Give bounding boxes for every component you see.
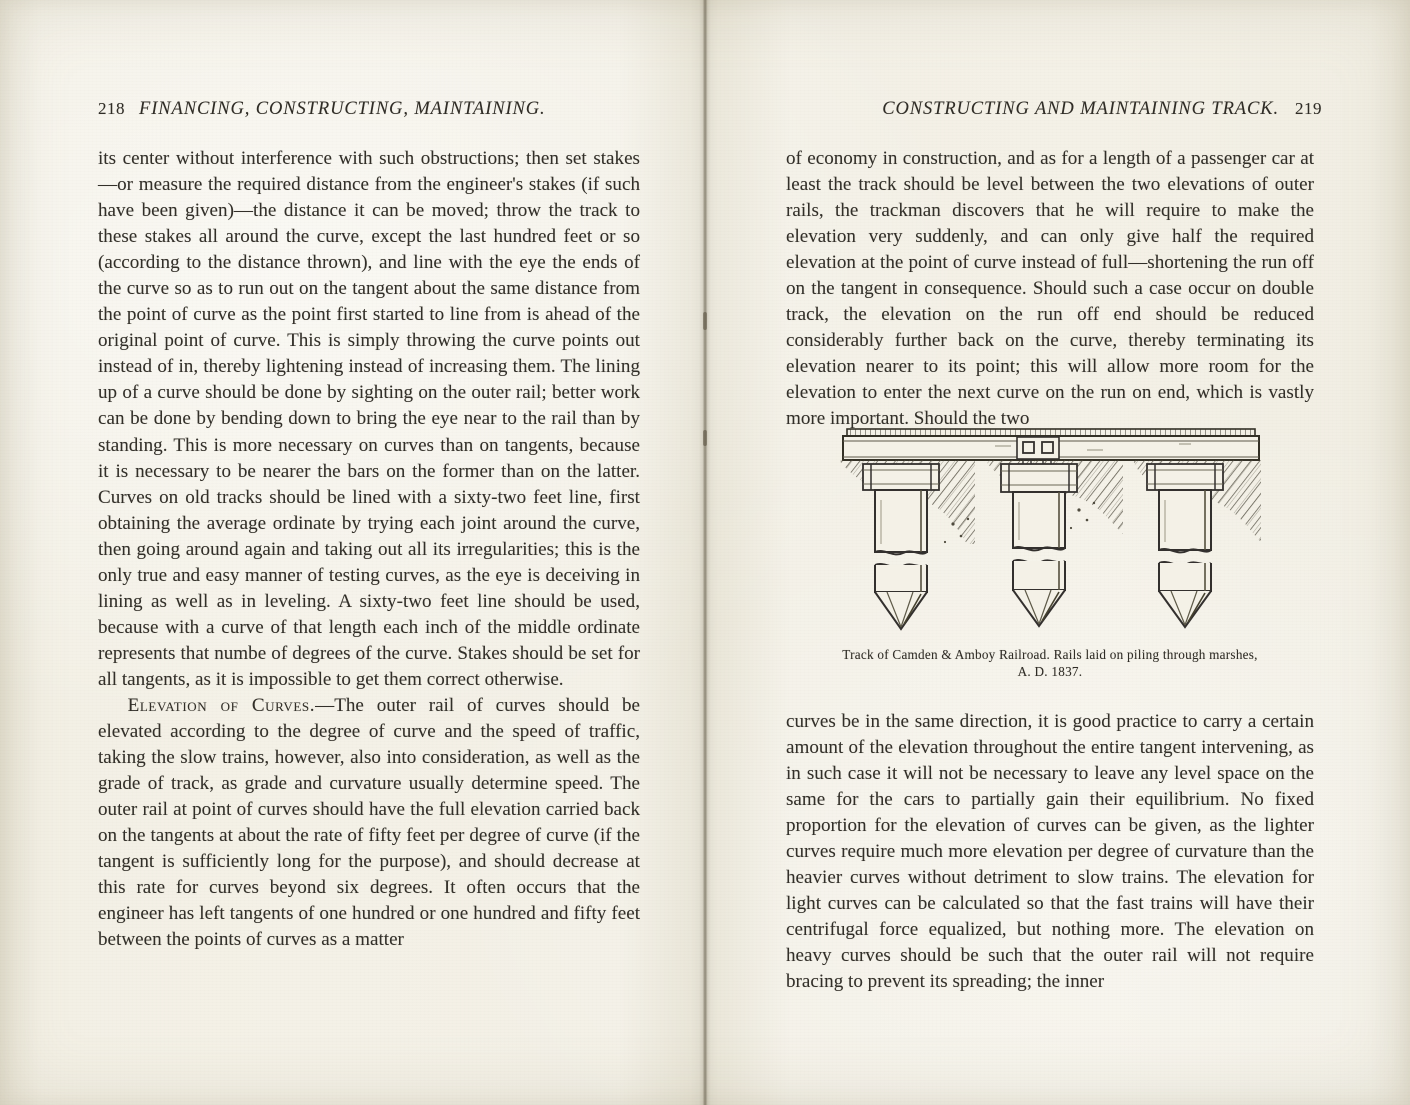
left-page-text-column <box>98 146 640 953</box>
paragraph: its center without interference with such obstructions; then set stakes—or measure the required distance from the engineer's stakes (if such have been given)—the distance it can be moved; throw the track to these stakes all around the curve, except the last hundred feet or so (according to the distance thrown), and line with the eye the ends of the curve so as to run out on the tangent about the same distance from the point of curve as the point first started to line from is ahead of the original point of curve. This is simply throwing the curve points out instead of in, thereby lightening instead of increasing them. The lining up of a curve should be done by sighting on the outer rail; better work can be done by bending down to bring the eye near to the rail than by standing. This is more necessary on curves than on tangents, because it is necessary to be nearer the bars on the former than on the latter. Curves on old tracks should be lined with a sixty-two feet line, first obtaining the average ordinate by trying each joint around the curve, then going around again and taking out all its irregularities; this is the only true and easy manner of testing curves, as the eye is deceiving in lining as well as in leveling. A sixty-two feet line should be used, because with a curve of that length each inch of the middle ordinate represents that numbe of degrees of the curve. Stakes should be set for all tangents, as it is impossible to get them correct otherwise. <box>98 148 640 690</box>
section-heading: Elevation of Curves. <box>127 694 316 716</box>
section-body-text: —The outer rail of curves should be elevated according to the degree of curve and the speed of traffic, taking the slow trains, however, also into consideration, as well as the grade of track, as grade and curvature usually determine speed. The outer rail at point of curves should have the full elevation carried back on the tangents at about the rate of fifty feet per degree of curve (if the tangent is sufficiently long for the purpose), and should decrease at this rate for curves beyond six degrees. It often occurs that the engineer has left tangents of one hundred or one hundred and fifty feet between the points of curves as a matter <box>98 694 640 951</box>
right-page-text-column-upper <box>786 146 1314 433</box>
section-paragraph <box>98 693 640 953</box>
right-page-text-column-lower <box>786 709 1314 996</box>
right-page-running-head <box>882 99 1322 125</box>
right-page-folio: 219 <box>1295 99 1322 118</box>
left-page-running-head <box>98 99 546 125</box>
figure-caption <box>786 646 1314 680</box>
left-page-folio: 218 <box>98 99 125 118</box>
left-page-running-head-text: FINANCING, CONSTRUCTING, MAINTAINING. <box>139 99 546 119</box>
paragraph: curves be in the same direction, it is good practice to carry a certain amount of the elevation throughout the entire tangent intervening, as in such case it will not be necessary to leave any level space on the same for the cars to partially gain their equilibrium. No fixed proportion for the elevation of curves can be given, as the lighter curves require much more elevation per degree of curvature than the heavier curves without detriment to slow trains. The elevation for light curves can be calculated so that the fast trains will have their centrifugal force equalized, but nothing more. The elevation on heavy curves should be such that the outer rail will not require bracing to prevent its spreading; the inner <box>786 711 1314 993</box>
right-page-running-head-text: CONSTRUCTING AND MAINTAINING TRACK. <box>882 99 1279 119</box>
binding-stitch-mark-upper <box>703 312 707 330</box>
railroad-piling-engraving <box>835 424 1265 634</box>
pile-center <box>1001 464 1077 626</box>
binding-stitch-mark-lower <box>703 430 707 446</box>
pile-left <box>863 464 939 629</box>
engraving-content <box>835 429 1265 629</box>
pile-right <box>1147 464 1223 627</box>
figure-caption-line-1: Track of Camden & Amboy Railroad. Rails laid on piling through marshes, <box>842 647 1258 662</box>
left-page <box>0 0 700 1105</box>
book-binding-gutter <box>699 0 711 1105</box>
figure-caption-line-2: A. D. 1837. <box>1017 664 1083 679</box>
figure-block <box>786 424 1314 680</box>
paragraph: of economy in construction, and as for a length of a passenger car at least the track should be level between the two elevations of outer rails, the trackman discovers that he will require to make the elevation very suddenly, and can only give half the required elevation at the point of curve instead of full—shortening the run off on the tangent in consequence. Should such a case occur on double track, the elevation on the run off end should be reduced considerably further back on the curve, thereby terminating its elevation nearer to its point; this will allow more room for the elevation to enter the next curve on the run on end, which is vastly more important. Should the two <box>786 148 1314 430</box>
